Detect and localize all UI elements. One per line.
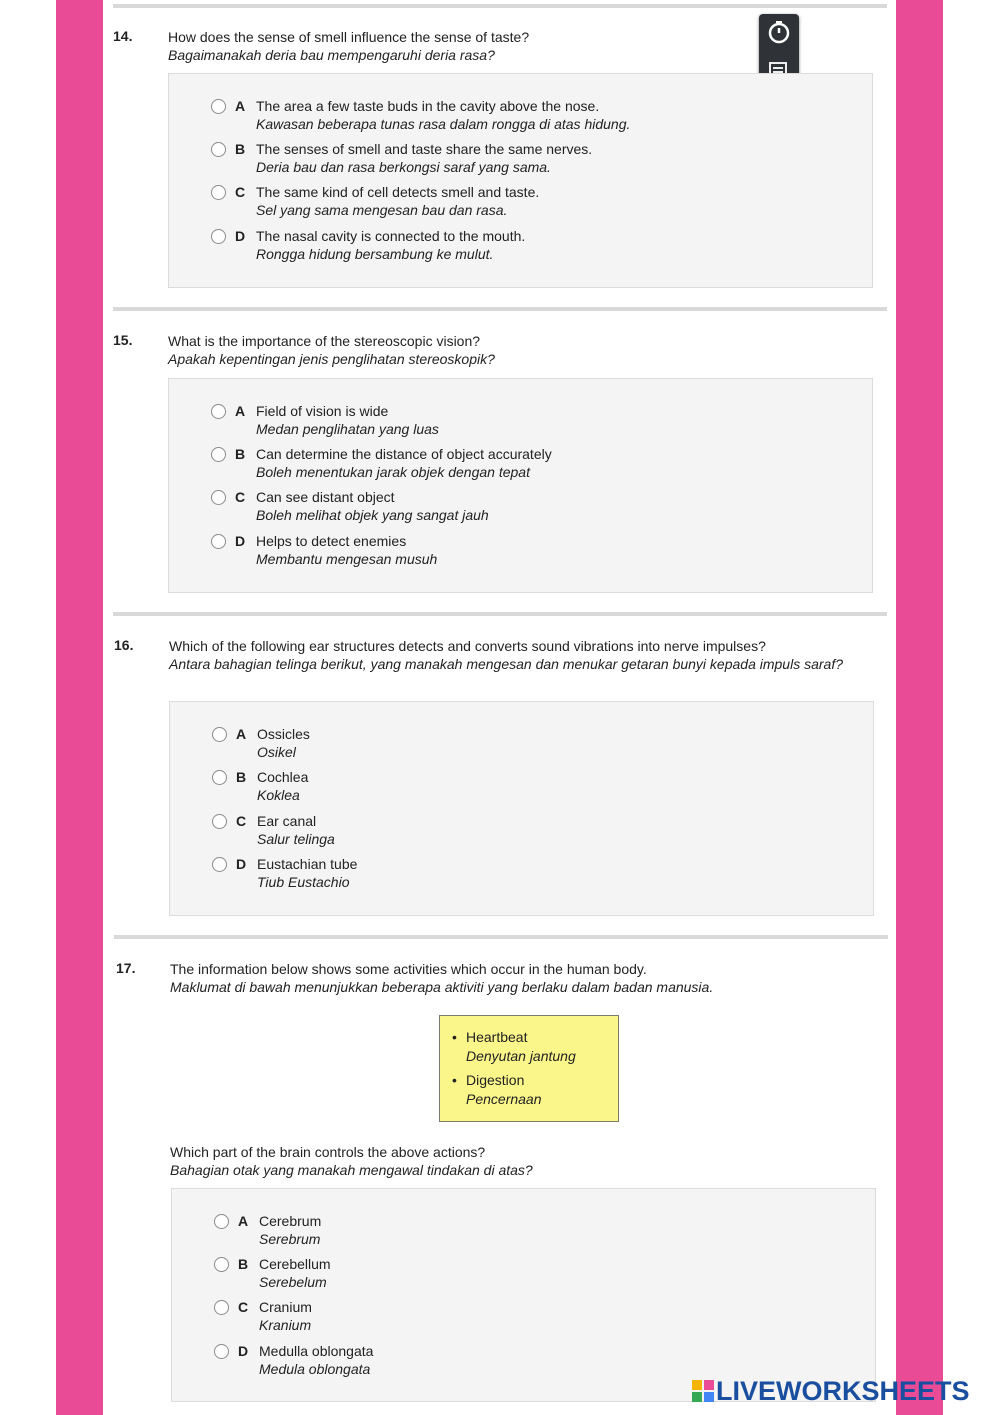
option-text-ms: Sel yang sama mengesan bau dan rasa. [256, 202, 508, 218]
option-letter: C [238, 1299, 249, 1315]
option-text-en: Can see distant object [256, 489, 395, 505]
option-text-ms: Membantu mengesan musuh [256, 551, 438, 567]
question-text [168, 332, 848, 368]
option-text-en: Cerebrum [259, 1213, 322, 1229]
divider [114, 935, 888, 939]
option-text-en: The area a few taste buds in the cavity above the nose. [256, 98, 600, 114]
radio-button[interactable] [211, 185, 226, 200]
radio-button[interactable] [214, 1257, 229, 1272]
option-text-ms: Rongga hidung bersambung ke mulut. [256, 246, 494, 262]
option-text-en: Eustachian tube [257, 856, 358, 872]
info-item-ms: Denyutan jantung [466, 1048, 576, 1064]
option-text-en: Field of vision is wide [256, 403, 389, 419]
option-text-ms: Osikel [257, 744, 296, 760]
option-letter: B [235, 141, 246, 157]
option-letter: C [235, 489, 246, 505]
sub-question-ms: Bahagian otak yang manakah mengawal tindakan di atas? [170, 1162, 533, 1178]
option-text-en: Helps to detect enemies [256, 533, 407, 549]
logo-text: LIVEWORKSHEETS [716, 1376, 970, 1406]
radio-button[interactable] [211, 99, 226, 114]
question-text [168, 28, 748, 64]
option-text-en: The same kind of cell detects smell and taste. [256, 184, 540, 200]
option-text-ms: Boleh melihat objek yang sangat jauh [256, 507, 489, 523]
radio-button[interactable] [211, 404, 226, 419]
option-text-ms: Serebrum [259, 1231, 321, 1247]
option-text-ms: Medula oblongata [259, 1361, 371, 1377]
option-letter: A [235, 403, 246, 419]
logo-tiles-icon [692, 1380, 714, 1402]
info-item: • Digestion Pencernaan [452, 1071, 618, 1109]
option-letter: A [235, 98, 246, 114]
option-text-en: The senses of smell and taste share the same nerves. [256, 141, 593, 157]
radio-button[interactable] [212, 770, 227, 785]
option-text-ms: Serebelum [259, 1274, 327, 1290]
sub-question-en: Which part of the brain controls the above actions? [170, 1144, 486, 1160]
sub-question-text [170, 1143, 850, 1179]
radio-button[interactable] [212, 727, 227, 742]
option-text-en: Ear canal [257, 813, 317, 829]
option-letter: D [235, 228, 246, 244]
option-letter: B [236, 769, 247, 785]
radio-button[interactable] [214, 1344, 229, 1359]
timer-icon[interactable] [765, 18, 793, 46]
option-text-en: Cranium [259, 1299, 312, 1315]
radio-button[interactable] [212, 857, 227, 872]
right-margin-band [896, 0, 943, 1415]
option-text-ms: Kranium [259, 1317, 312, 1333]
question-text-ms: Antara bahagian telinga berikut, yang manakah mengesan dan menukar getaran bunyi kepada impuls saraf? [169, 656, 843, 672]
option-letter: D [238, 1343, 249, 1359]
question-text-ms: Bagaimanakah deria bau mempengaruhi deria rasa? [168, 47, 495, 63]
question-text-en: How does the sense of smell influence the sense of taste? [168, 29, 530, 45]
radio-button[interactable] [211, 142, 226, 157]
radio-button[interactable] [211, 229, 226, 244]
option-text-en: Medulla oblongata [259, 1343, 374, 1359]
radio-button[interactable] [211, 490, 226, 505]
question-number: 14. [113, 28, 133, 44]
option-letter: C [235, 184, 246, 200]
liveworksheets-logo [692, 1376, 970, 1407]
question-number: 17. [116, 960, 136, 976]
option-text-ms: Kawasan beberapa tunas rasa dalam rongga di atas hidung. [256, 116, 631, 132]
option-text-en: Cerebellum [259, 1256, 331, 1272]
info-item: • Heartbeat Denyutan jantung [452, 1028, 618, 1066]
option-letter: C [236, 813, 247, 829]
radio-button[interactable] [214, 1300, 229, 1315]
question-text-en: Which of the following ear structures detects and converts sound vibrations into nerve impulses? [169, 638, 766, 654]
option-text-ms: Deria bau dan rasa berkongsi saraf yang sama. [256, 159, 551, 175]
info-box [439, 1015, 619, 1122]
question-text [170, 960, 870, 996]
option-text-ms: Medan penglihatan yang luas [256, 421, 439, 437]
left-margin-band [56, 0, 103, 1415]
question-text [169, 637, 869, 673]
question-text-en: The information below shows some activities which occur in the human body. [170, 961, 647, 977]
option-text-ms: Koklea [257, 787, 300, 803]
divider [113, 307, 887, 311]
question-text-en: What is the importance of the stereoscopic vision? [168, 333, 481, 349]
info-item-en: Heartbeat [466, 1029, 528, 1045]
radio-button[interactable] [212, 814, 227, 829]
info-item-ms: Pencernaan [466, 1091, 542, 1107]
radio-button[interactable] [211, 447, 226, 462]
option-letter: B [235, 446, 246, 462]
option-text-en: The nasal cavity is connected to the mouth. [256, 228, 526, 244]
option-text-ms: Boleh menentukan jarak objek dengan tepat [256, 464, 530, 480]
radio-button[interactable] [214, 1214, 229, 1229]
divider [113, 4, 887, 8]
info-item-en: Digestion [466, 1072, 525, 1088]
option-text-ms: Tiub Eustachio [257, 874, 350, 890]
question-text-ms: Apakah kepentingan jenis penglihatan stereoskopik? [168, 351, 495, 367]
radio-button[interactable] [211, 534, 226, 549]
question-number: 16. [114, 637, 134, 653]
question-text-ms: Maklumat di bawah menunjukkan beberapa aktiviti yang berlaku dalam badan manusia. [170, 979, 714, 995]
divider [113, 612, 887, 616]
question-number: 15. [113, 332, 133, 348]
option-letter: B [238, 1256, 249, 1272]
option-letter: A [236, 726, 247, 742]
option-letter: D [236, 856, 247, 872]
option-letter: A [238, 1213, 249, 1229]
option-text-en: Cochlea [257, 769, 309, 785]
option-text-ms: Salur telinga [257, 831, 335, 847]
option-letter: D [235, 533, 246, 549]
option-text-en: Can determine the distance of object accurately [256, 446, 552, 462]
option-text-en: Ossicles [257, 726, 310, 742]
